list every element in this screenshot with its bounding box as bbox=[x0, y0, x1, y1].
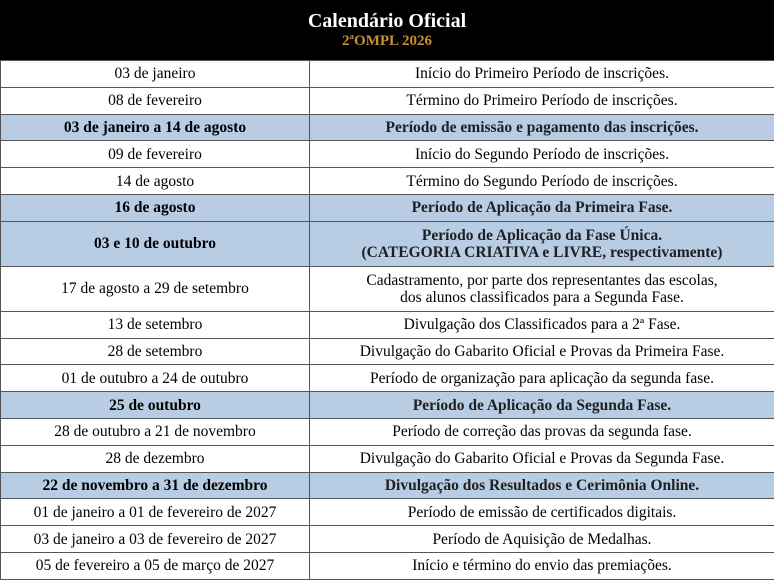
table-row bbox=[1, 365, 774, 392]
table-row bbox=[1, 168, 774, 195]
table-row bbox=[1, 87, 774, 114]
row-description bbox=[310, 141, 774, 168]
row-date: 25 de outubro bbox=[1, 392, 310, 419]
row-description-line: Período de correção das provas da segunda fase. bbox=[314, 423, 770, 440]
row-date: 28 de dezembro bbox=[1, 445, 310, 472]
calendar-subtitle: 2ªOMPL 2026 bbox=[0, 32, 774, 50]
table-row bbox=[1, 311, 774, 338]
row-description-line: Período de Aplicação da Segunda Fase. bbox=[314, 397, 770, 414]
row-description bbox=[310, 194, 774, 221]
row-description bbox=[310, 114, 774, 141]
row-description-line: (CATEGORIA CRIATIVA e LIVRE, respectivamente) bbox=[314, 244, 770, 261]
row-date: 14 de agosto bbox=[1, 168, 310, 195]
row-date: 03 de janeiro a 03 de fevereiro de 2027 bbox=[1, 526, 310, 553]
row-description-line: Período de organização para aplicação da segunda fase. bbox=[314, 370, 770, 387]
row-description-line: Período de Aplicação da Fase Única. bbox=[314, 227, 770, 244]
table-row bbox=[1, 221, 774, 266]
row-date: 16 de agosto bbox=[1, 194, 310, 221]
row-description-line: Início do Segundo Período de inscrições. bbox=[314, 146, 770, 163]
row-description bbox=[310, 338, 774, 365]
row-description-line: Divulgação dos Resultados e Cerimônia Online. bbox=[314, 477, 770, 494]
row-date: 13 de setembro bbox=[1, 311, 310, 338]
row-description-line: Período de emissão e pagamento das inscrições. bbox=[314, 119, 770, 136]
row-description bbox=[310, 552, 774, 579]
row-description bbox=[310, 221, 774, 266]
table-row bbox=[1, 266, 774, 311]
row-description bbox=[310, 472, 774, 499]
row-date: 22 de novembro a 31 de dezembro bbox=[1, 472, 310, 499]
table-row bbox=[1, 114, 774, 141]
calendar-header bbox=[0, 0, 774, 60]
row-description-line: Cadastramento, por parte dos representantes das escolas, bbox=[314, 272, 770, 289]
table-row bbox=[1, 472, 774, 499]
table-row bbox=[1, 194, 774, 221]
row-description bbox=[310, 526, 774, 553]
row-description-line: Divulgação do Gabarito Oficial e Provas da Primeira Fase. bbox=[314, 343, 770, 360]
row-description-line: Divulgação do Gabarito Oficial e Provas da Segunda Fase. bbox=[314, 450, 770, 467]
table-row bbox=[1, 445, 774, 472]
row-date: 09 de fevereiro bbox=[1, 141, 310, 168]
row-description bbox=[310, 311, 774, 338]
row-date: 03 de janeiro a 14 de agosto bbox=[1, 114, 310, 141]
row-description bbox=[310, 266, 774, 311]
row-date: 03 de janeiro bbox=[1, 61, 310, 88]
row-description-line: Período de Aquisição de Medalhas. bbox=[314, 531, 770, 548]
row-description-line: Término do Primeiro Período de inscrições. bbox=[314, 92, 770, 109]
table-row bbox=[1, 61, 774, 88]
row-description-line: Divulgação dos Classificados para a 2ª Fase. bbox=[314, 316, 770, 333]
calendar-table bbox=[0, 60, 774, 580]
row-description-line: Término do Segundo Período de inscrições. bbox=[314, 173, 770, 190]
row-description-line: Período de emissão de certificados digitais. bbox=[314, 504, 770, 521]
table-row bbox=[1, 552, 774, 579]
row-date: 05 de fevereiro a 05 de março de 2027 bbox=[1, 552, 310, 579]
table-row bbox=[1, 392, 774, 419]
calendar-title: Calendário Oficial bbox=[0, 10, 774, 32]
row-date: 17 de agosto a 29 de setembro bbox=[1, 266, 310, 311]
row-description bbox=[310, 168, 774, 195]
row-description bbox=[310, 61, 774, 88]
row-description-line: dos alunos classificados para a Segunda Fase. bbox=[314, 289, 770, 306]
row-description-line: Período de Aplicação da Primeira Fase. bbox=[314, 199, 770, 216]
row-description bbox=[310, 499, 774, 526]
row-description bbox=[310, 392, 774, 419]
table-row bbox=[1, 418, 774, 445]
table-row bbox=[1, 499, 774, 526]
table-row bbox=[1, 526, 774, 553]
row-description bbox=[310, 87, 774, 114]
table-row bbox=[1, 141, 774, 168]
row-description-line: Início e término do envio das premiações. bbox=[314, 557, 770, 574]
row-description bbox=[310, 445, 774, 472]
row-date: 01 de outubro a 24 de outubro bbox=[1, 365, 310, 392]
row-date: 03 e 10 de outubro bbox=[1, 221, 310, 266]
row-date: 01 de janeiro a 01 de fevereiro de 2027 bbox=[1, 499, 310, 526]
row-date: 28 de setembro bbox=[1, 338, 310, 365]
row-description bbox=[310, 418, 774, 445]
row-date: 08 de fevereiro bbox=[1, 87, 310, 114]
row-date: 28 de outubro a 21 de novembro bbox=[1, 418, 310, 445]
row-description bbox=[310, 365, 774, 392]
table-row bbox=[1, 338, 774, 365]
row-description-line: Início do Primeiro Período de inscrições. bbox=[314, 65, 770, 82]
calendar-table-body bbox=[1, 61, 774, 580]
